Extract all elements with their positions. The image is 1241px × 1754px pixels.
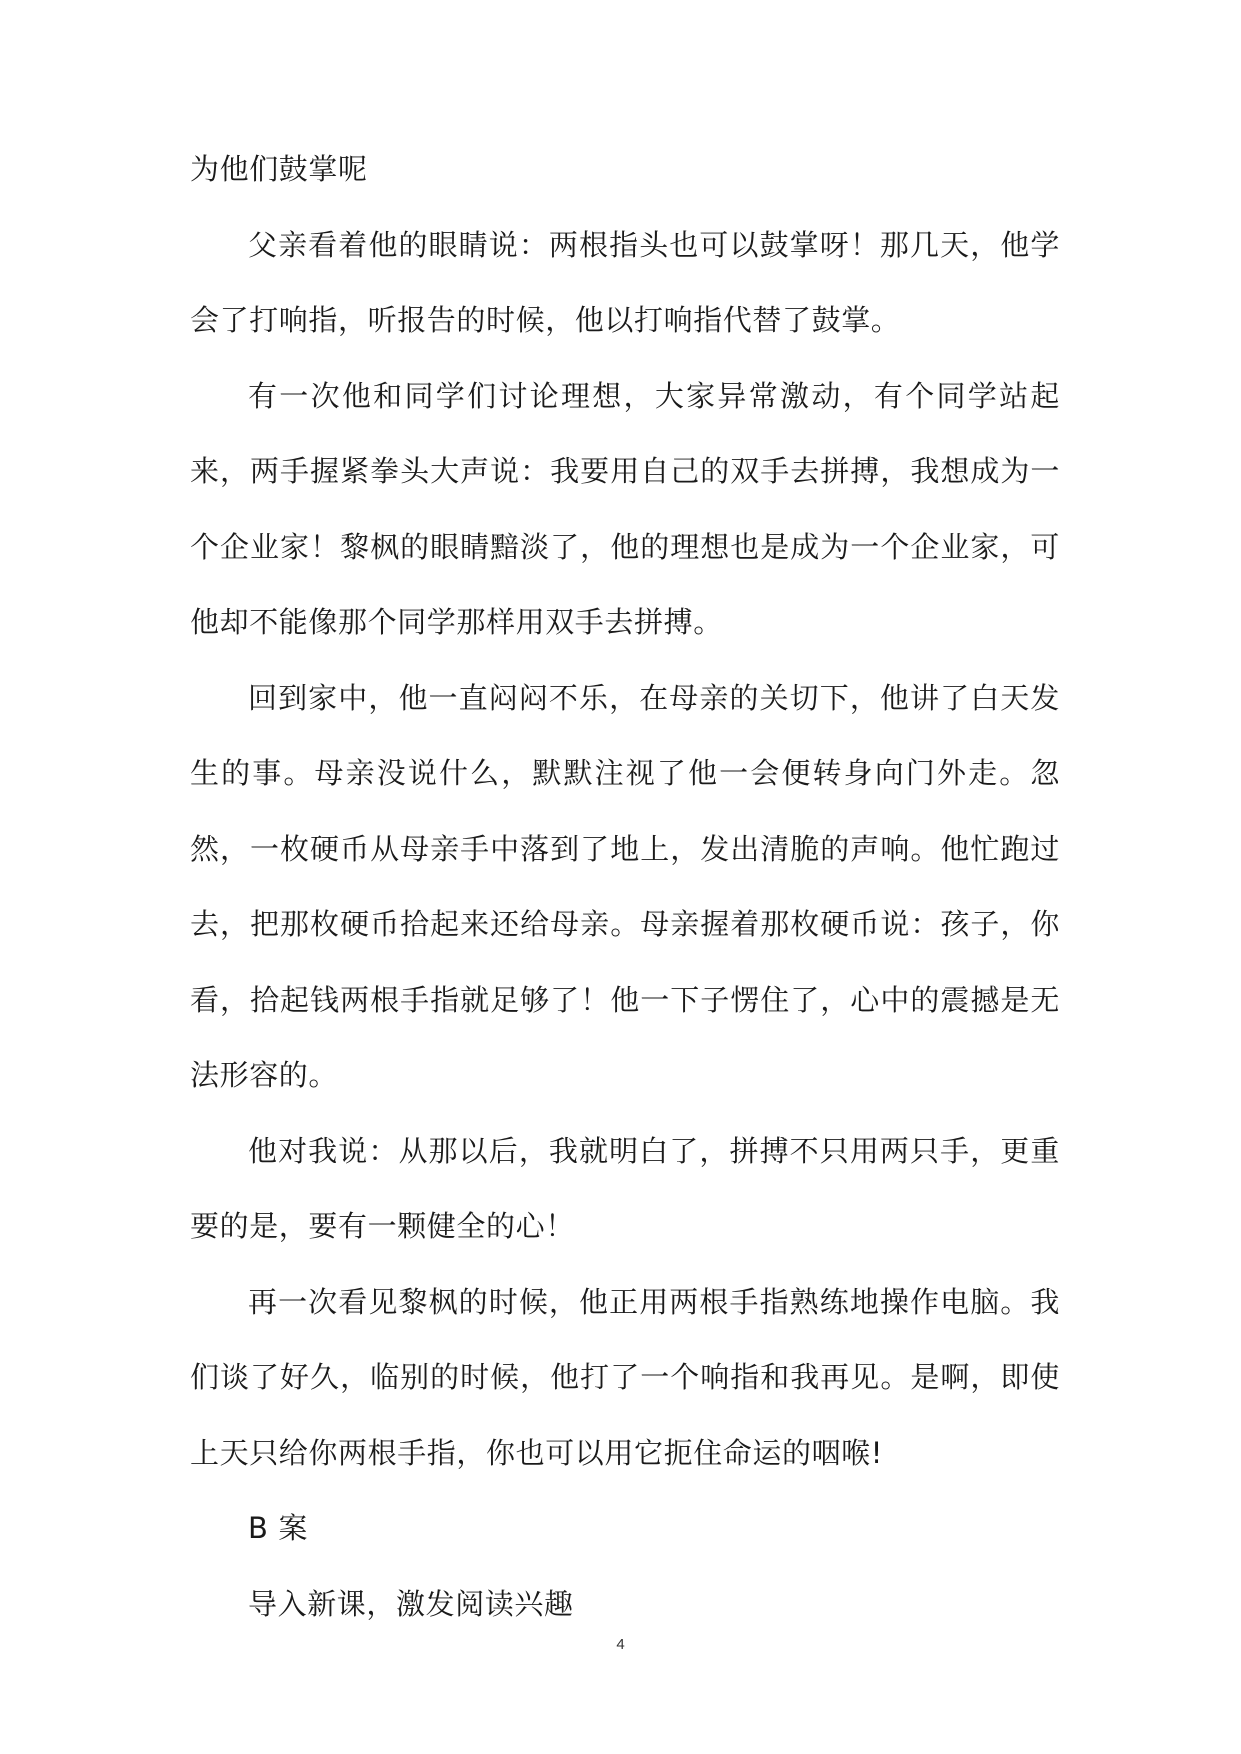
page-number: 4 bbox=[616, 1636, 625, 1653]
paragraph-6: 再一次看见黎枫的时候，他正用两根手指熟练地操作电脑。我们谈了好久，临别的时候，他打了一个响指和我再见。是啊，即使上天只给你两根手指，你也可以用它扼住命运的咽喉! bbox=[190, 1284, 1060, 1470]
document-body bbox=[190, 132, 1060, 1642]
section-heading-b: B 案 bbox=[248, 1511, 308, 1545]
paragraph-4: 回到家中，他一直闷闷不乐，在母亲的关切下，他讲了白天发生的事。母亲没说什么，默默注视了他一会便转身向门外走。忽然，一枚硬币从母亲手中落到了地上，发出清脆的声响。他忙跑过去，把那枚硬币拾起来还给母亲。母亲握着那枚硬币说：孩子，你看，拾起钱两根手指就足够了！他一下子愣住了，心中的震撼是无法形容的。 bbox=[190, 680, 1060, 1092]
paragraph-2: 父亲看着他的眼睛说：两根指头也可以鼓掌呀！那几天，他学会了打响指，听报告的时候，他以打响指代替了鼓掌。 bbox=[190, 227, 1060, 337]
paragraph-3: 有一次他和同学们讨论理想，大家异常激动，有个同学站起来，两手握紧拳头大声说：我要用自己的双手去拼搏，我想成为一个企业家！黎枫的眼睛黯淡了，他的理想也是成为一个企业家，可他却不能像那个同学那样用双手去拼搏。 bbox=[190, 378, 1060, 639]
paragraph-1: 为他们鼓掌呢 bbox=[190, 152, 368, 186]
paragraph-5: 他对我说：从那以后，我就明白了，拼搏不只用两只手，更重要的是，要有一颗健全的心！ bbox=[190, 1133, 1060, 1243]
subsection-heading: 导入新课，激发阅读兴趣 bbox=[248, 1586, 574, 1621]
